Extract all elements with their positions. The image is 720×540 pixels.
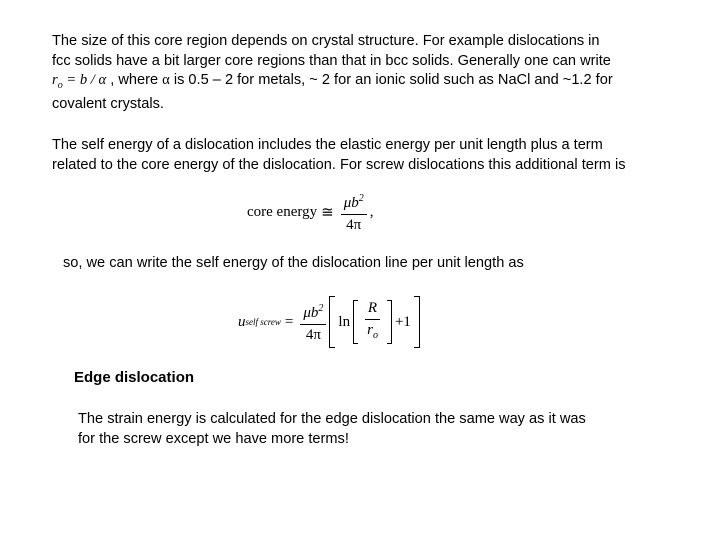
text-line: The self energy of a dislocation includes the elastic energy per unit length plus a term (52, 137, 603, 153)
eq-fraction: $\frac{\mu b^2}{4\pi}$ (300, 300, 326, 344)
paragraph-line-energy (63, 254, 524, 274)
eq-comma: , (369, 203, 374, 220)
text-line: so, we can write the self energy of the dislocation line per unit length as (63, 255, 524, 271)
text-line: The size of this core region depends on crystal structure. For example dislocations in (52, 33, 600, 49)
text-line: for the screw except we have more terms! (78, 430, 349, 447)
eq-ln: ln (338, 313, 351, 330)
alpha-symbol: α (162, 72, 170, 88)
eq-inner-fraction: $\frac{R}{r_o}$ (364, 300, 381, 344)
paragraph-edge-dislocation (78, 410, 586, 449)
inner-left-paren (353, 300, 358, 344)
equation-core-energy (247, 190, 373, 234)
text-line: related to the core energy of the dislocation. For screw dislocations this additional term is (52, 156, 626, 173)
inline-formula-ro: $r_o = b / \alpha$ (52, 72, 107, 91)
section-heading: Edge dislocation (74, 369, 195, 386)
text-line: covalent crystals. (52, 96, 164, 113)
text-line: fcc solids have a bit larger core regions than that in bcc solids. Generally one can write (52, 52, 611, 69)
text-line: The strain energy is calculated for the edge dislocation the same way as it was (78, 411, 586, 427)
right-bracket (414, 296, 420, 348)
eq-lhs: core energy (247, 203, 318, 220)
eq-plus-one: +1 (394, 313, 411, 330)
paragraph-core-region (52, 32, 613, 115)
eq-fraction: $\frac{\mu b^2}{4\pi}$ (341, 190, 367, 234)
text-line-with-formula: $r_o = b / \alpha$ , where α is 0.5 – 2 for metals, ~ 2 for an ionic solid such as NaCl and ~1.2 for (52, 72, 613, 91)
eq-u: u (238, 313, 246, 330)
inner-right-paren (387, 300, 392, 344)
eq-approx: ≅ (321, 204, 334, 221)
equation-self-energy-screw (238, 296, 420, 348)
left-bracket (329, 296, 335, 348)
eq-u-subscript: self screw (245, 317, 281, 327)
eq-equals: = (284, 313, 294, 330)
paragraph-self-energy (52, 136, 626, 175)
